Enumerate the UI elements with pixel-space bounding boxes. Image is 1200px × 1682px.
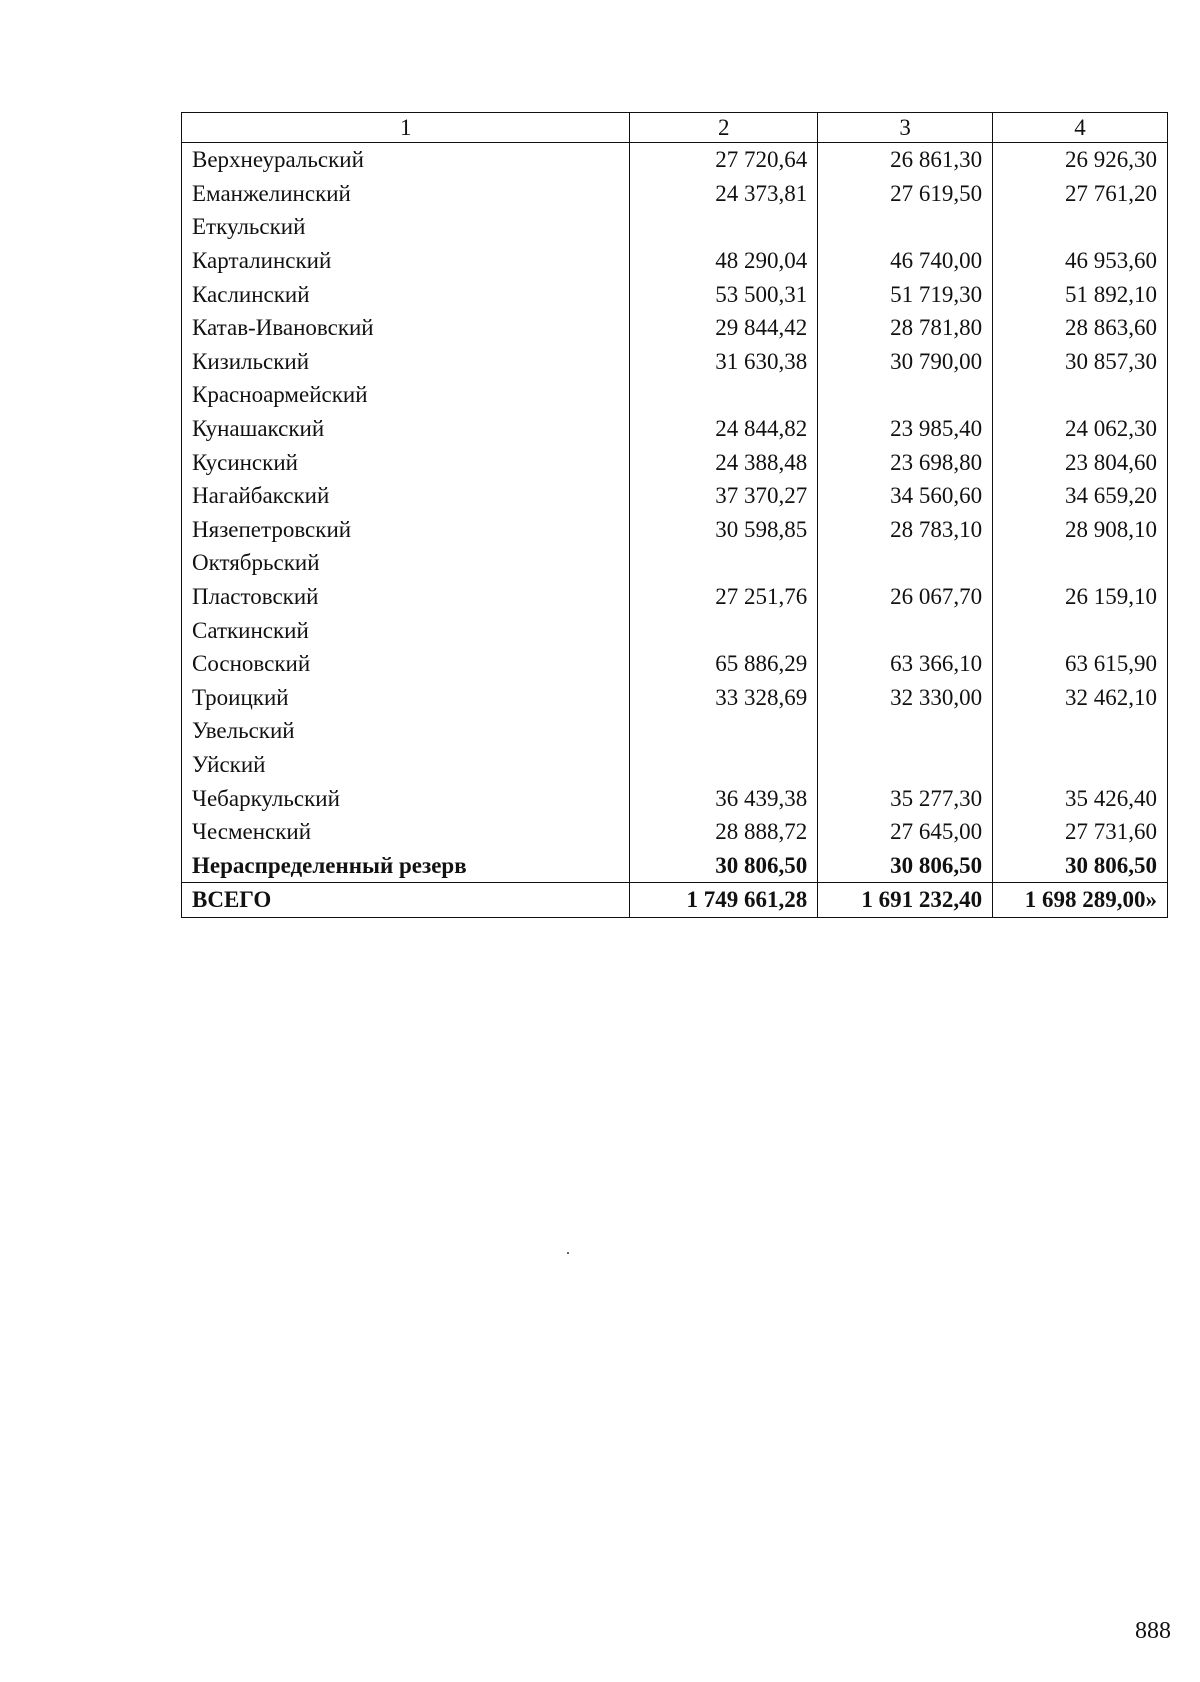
header-row [182,113,1168,143]
value-col3: 27 619,50 [818,177,993,211]
value-col2: 37 370,27 [630,479,818,513]
value-col2: 24 388,48 [630,445,818,479]
district-name: Уйский [182,748,630,782]
district-name: Пластовский [182,580,630,614]
district-name: Кунашакский [182,412,630,446]
value-col2: 24 844,82 [630,412,818,446]
value-col3 [818,210,993,244]
scan-speck [567,1252,569,1254]
district-name: Увельский [182,714,630,748]
value-col4: 26 926,30 [993,143,1168,177]
table-row [182,177,1168,211]
table-footer [182,883,1168,918]
table-row [182,580,1168,614]
value-col4: 24 062,30 [993,412,1168,446]
value-col4: 35 426,40 [993,781,1168,815]
value-col4: 27 761,20 [993,177,1168,211]
table-row [182,244,1168,278]
value-col4 [993,210,1168,244]
value-col2 [630,378,818,412]
reserve-value-col4: 30 806,50 [993,848,1168,882]
value-col4: 26 159,10 [993,580,1168,614]
value-col2: 29 844,42 [630,311,818,345]
district-name: Карталинский [182,244,630,278]
table-row [182,345,1168,379]
value-col4: 63 615,90 [993,647,1168,681]
value-col2: 33 328,69 [630,681,818,715]
total-value-col2: 1 749 661,28 [630,883,818,918]
table-row [182,513,1168,547]
value-col3: 32 330,00 [818,681,993,715]
value-col3 [818,748,993,782]
district-name: Октябрьский [182,546,630,580]
table-row [182,479,1168,513]
value-col4 [993,546,1168,580]
value-col4 [993,613,1168,647]
value-col2 [630,210,818,244]
column-header-1: 1 [182,113,630,143]
value-col3: 30 790,00 [818,345,993,379]
district-name: Верхнеуральский [182,143,630,177]
value-col2: 53 500,31 [630,277,818,311]
value-col3: 34 560,60 [818,479,993,513]
district-name: Красноармейский [182,378,630,412]
column-header-4: 4 [993,113,1168,143]
value-col3: 63 366,10 [818,647,993,681]
table-row [182,546,1168,580]
value-col3 [818,378,993,412]
value-col2: 48 290,04 [630,244,818,278]
reserve-row [182,848,1168,882]
value-col3: 26 861,30 [818,143,993,177]
value-col3 [818,546,993,580]
value-col2 [630,748,818,782]
value-col3: 23 698,80 [818,445,993,479]
value-col3: 27 645,00 [818,815,993,849]
table-row [182,714,1168,748]
table-row [182,781,1168,815]
reserve-value-col3: 30 806,50 [818,848,993,882]
district-name: Кизильский [182,345,630,379]
table-row [182,210,1168,244]
value-col2 [630,546,818,580]
value-col3: 35 277,30 [818,781,993,815]
value-col4: 27 731,60 [993,815,1168,849]
value-col4: 51 892,10 [993,277,1168,311]
value-col2: 24 373,81 [630,177,818,211]
value-col2 [630,714,818,748]
value-col3: 23 985,40 [818,412,993,446]
district-name: Троицкий [182,681,630,715]
value-col4 [993,378,1168,412]
reserve-value-col2: 30 806,50 [630,848,818,882]
table-header [182,113,1168,143]
table-row [182,412,1168,446]
total-value-col3: 1 691 232,40 [818,883,993,918]
value-col3: 28 783,10 [818,513,993,547]
value-col3: 51 719,30 [818,277,993,311]
budget-table [181,112,1168,918]
total-value-col4: 1 698 289,00» [993,883,1168,918]
total-label: ВСЕГО [182,883,630,918]
table-body [182,143,1168,883]
table-row [182,815,1168,849]
value-col3 [818,613,993,647]
district-name: Еткульский [182,210,630,244]
table-row [182,311,1168,345]
district-name: Чесменский [182,815,630,849]
district-name: Еманжелинский [182,177,630,211]
table-row [182,613,1168,647]
value-col2: 65 886,29 [630,647,818,681]
table-row [182,143,1168,177]
page-number: 888 [1135,1618,1171,1644]
value-col4 [993,748,1168,782]
district-name: Кусинский [182,445,630,479]
value-col3: 26 067,70 [818,580,993,614]
value-col4: 23 804,60 [993,445,1168,479]
table-row [182,681,1168,715]
table-row [182,445,1168,479]
district-name: Катав-Ивановский [182,311,630,345]
value-col4: 32 462,10 [993,681,1168,715]
table-row [182,277,1168,311]
value-col2: 31 630,38 [630,345,818,379]
value-col4: 34 659,20 [993,479,1168,513]
value-col4 [993,714,1168,748]
total-row [182,883,1168,918]
value-col2: 30 598,85 [630,513,818,547]
district-name: Нязепетровский [182,513,630,547]
district-name: Нагайбакский [182,479,630,513]
value-col2 [630,613,818,647]
value-col2: 36 439,38 [630,781,818,815]
value-col4: 28 908,10 [993,513,1168,547]
column-header-2: 2 [630,113,818,143]
value-col3: 46 740,00 [818,244,993,278]
table-row [182,378,1168,412]
value-col2: 28 888,72 [630,815,818,849]
value-col3: 28 781,80 [818,311,993,345]
column-header-3: 3 [818,113,993,143]
value-col4: 46 953,60 [993,244,1168,278]
value-col4: 30 857,30 [993,345,1168,379]
value-col4: 28 863,60 [993,311,1168,345]
district-name: Саткинский [182,613,630,647]
reserve-district-name: Нераспределенный резерв [182,848,630,882]
value-col2: 27 720,64 [630,143,818,177]
value-col2: 27 251,76 [630,580,818,614]
table-row [182,647,1168,681]
table-row [182,748,1168,782]
district-name: Каслинский [182,277,630,311]
value-col3 [818,714,993,748]
district-name: Сосновский [182,647,630,681]
district-name: Чебаркульский [182,781,630,815]
